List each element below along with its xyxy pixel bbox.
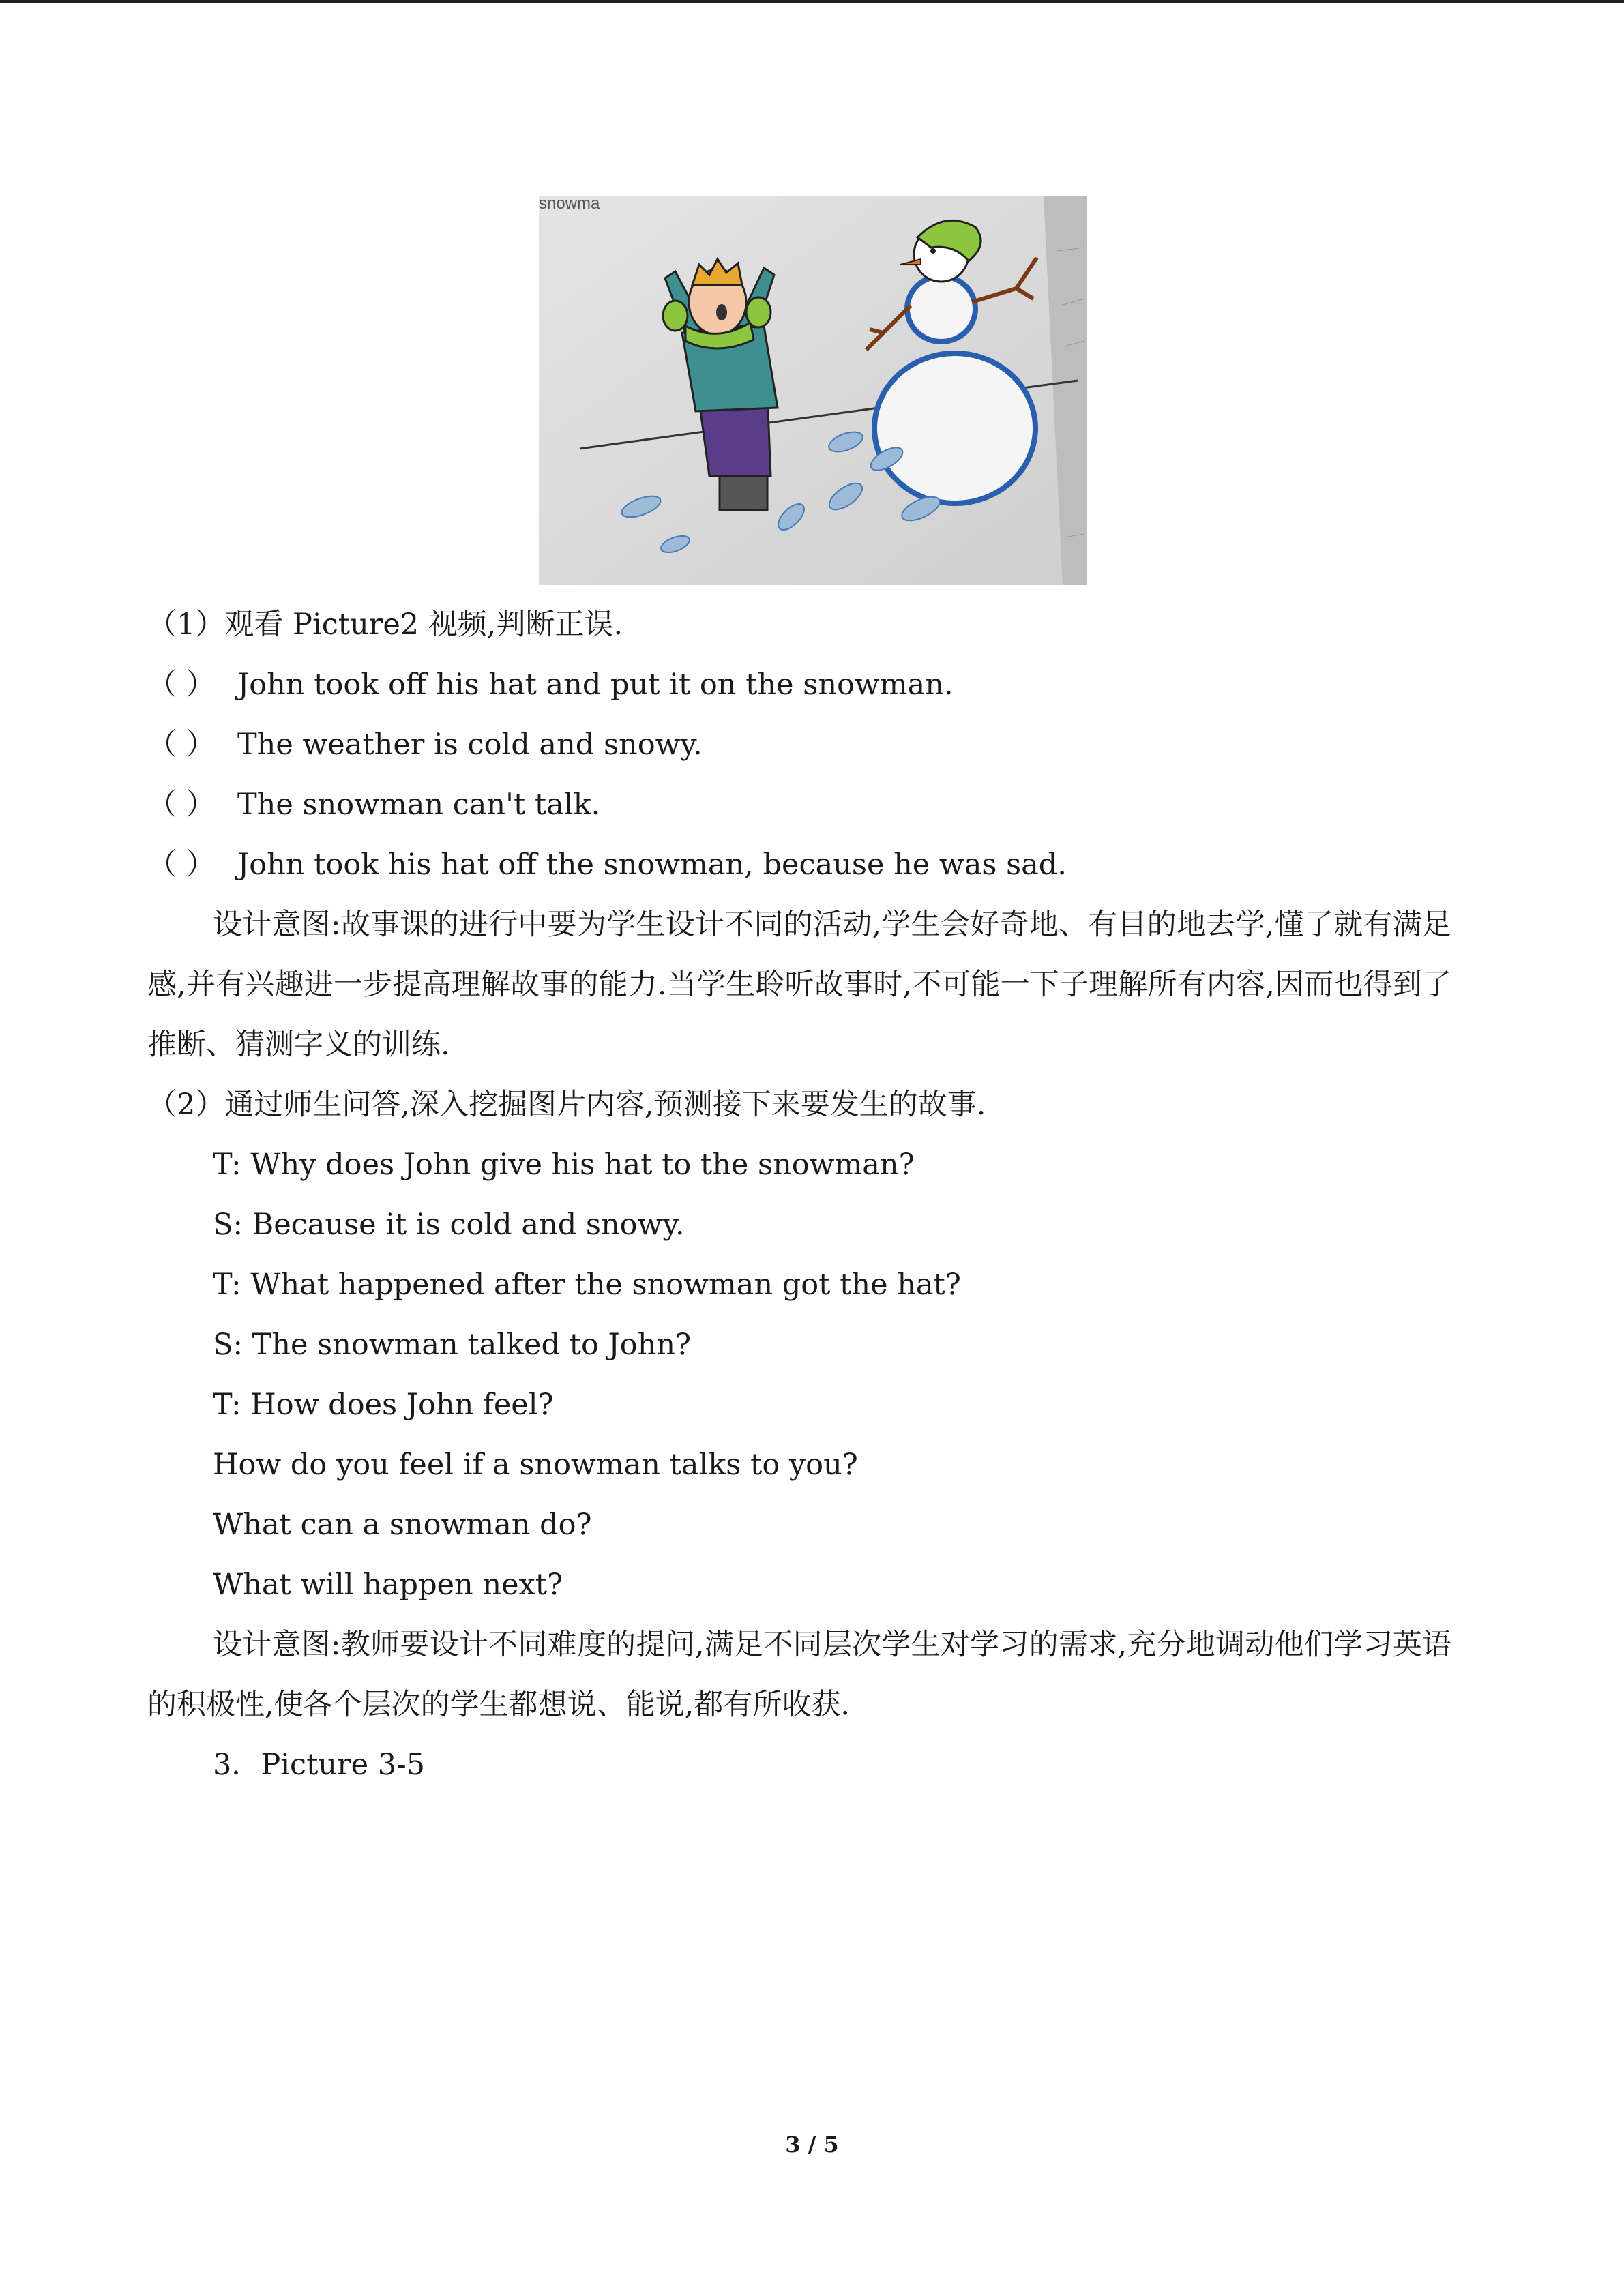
dialogue-line: What will happen next? <box>213 1568 563 1602</box>
page-number: 3 / 5 <box>785 2132 839 2158</box>
document-body <box>147 595 1451 1795</box>
section-heading: 3．Picture 3-5 <box>213 1748 426 1782</box>
answer-bracket: （ ） <box>147 668 216 702</box>
dialogue-line: T: How does John feel? <box>213 1388 554 1422</box>
judgement-item <box>147 655 1451 715</box>
answer-bracket: （ ） <box>147 848 216 882</box>
judgement-item <box>147 775 1451 835</box>
judgement-item <box>147 715 1451 775</box>
story-illustration <box>539 196 1087 585</box>
dialogue-line: How do you feel if a snowman talks to you? <box>213 1448 858 1482</box>
design-intent-paragraph: 设计意图:故事课的进行中要为学生设计不同的活动,学生会好奇地、有目的地去学,懂了就有满足感,并有兴趣进一步提高理解故事的能力.当学生聆听故事时,不可能一下子理解所有内容,因而也得到了推断、猜测字义的训练. <box>147 908 1451 1062</box>
dialogue-line: S: The snowman talked to John? <box>213 1328 692 1362</box>
boy-and-snowman-icon <box>539 196 1087 585</box>
judgement-text: The weather is cold and snowy. <box>237 728 703 762</box>
answer-bracket: （ ） <box>147 728 216 762</box>
dialogue-line: What can a snowman do? <box>213 1508 592 1542</box>
judgement-text: John took off his hat and put it on the snowman. <box>237 668 954 702</box>
design-intent-paragraph: 设计意图:教师要设计不同难度的提问,满足不同层次学生对学习的需求,充分地调动他们学习英语的积极性,使各个层次的学生都想说、能说,都有所收获. <box>147 1628 1451 1722</box>
task1-heading: （1）观看 Picture2 视频,判断正误. <box>147 608 623 642</box>
book-text-fragment: snowma <box>539 196 600 213</box>
judgement-text: The snowman can't talk. <box>237 788 601 822</box>
judgement-text: John took his hat off the snowman, because he was sad. <box>237 848 1067 882</box>
judgement-item <box>147 835 1451 895</box>
dialogue-line: T: Why does John give his hat to the snowman? <box>213 1148 915 1182</box>
top-border <box>0 0 1624 3</box>
dialogue-line: S: Because it is cold and snowy. <box>213 1208 685 1242</box>
task2-heading: （2）通过师生问答,深入挖掘图片内容,预测接下来要发生的故事. <box>147 1088 986 1122</box>
answer-bracket: （ ） <box>147 788 216 822</box>
dialogue-line: T: What happened after the snowman got the hat? <box>213 1268 961 1302</box>
